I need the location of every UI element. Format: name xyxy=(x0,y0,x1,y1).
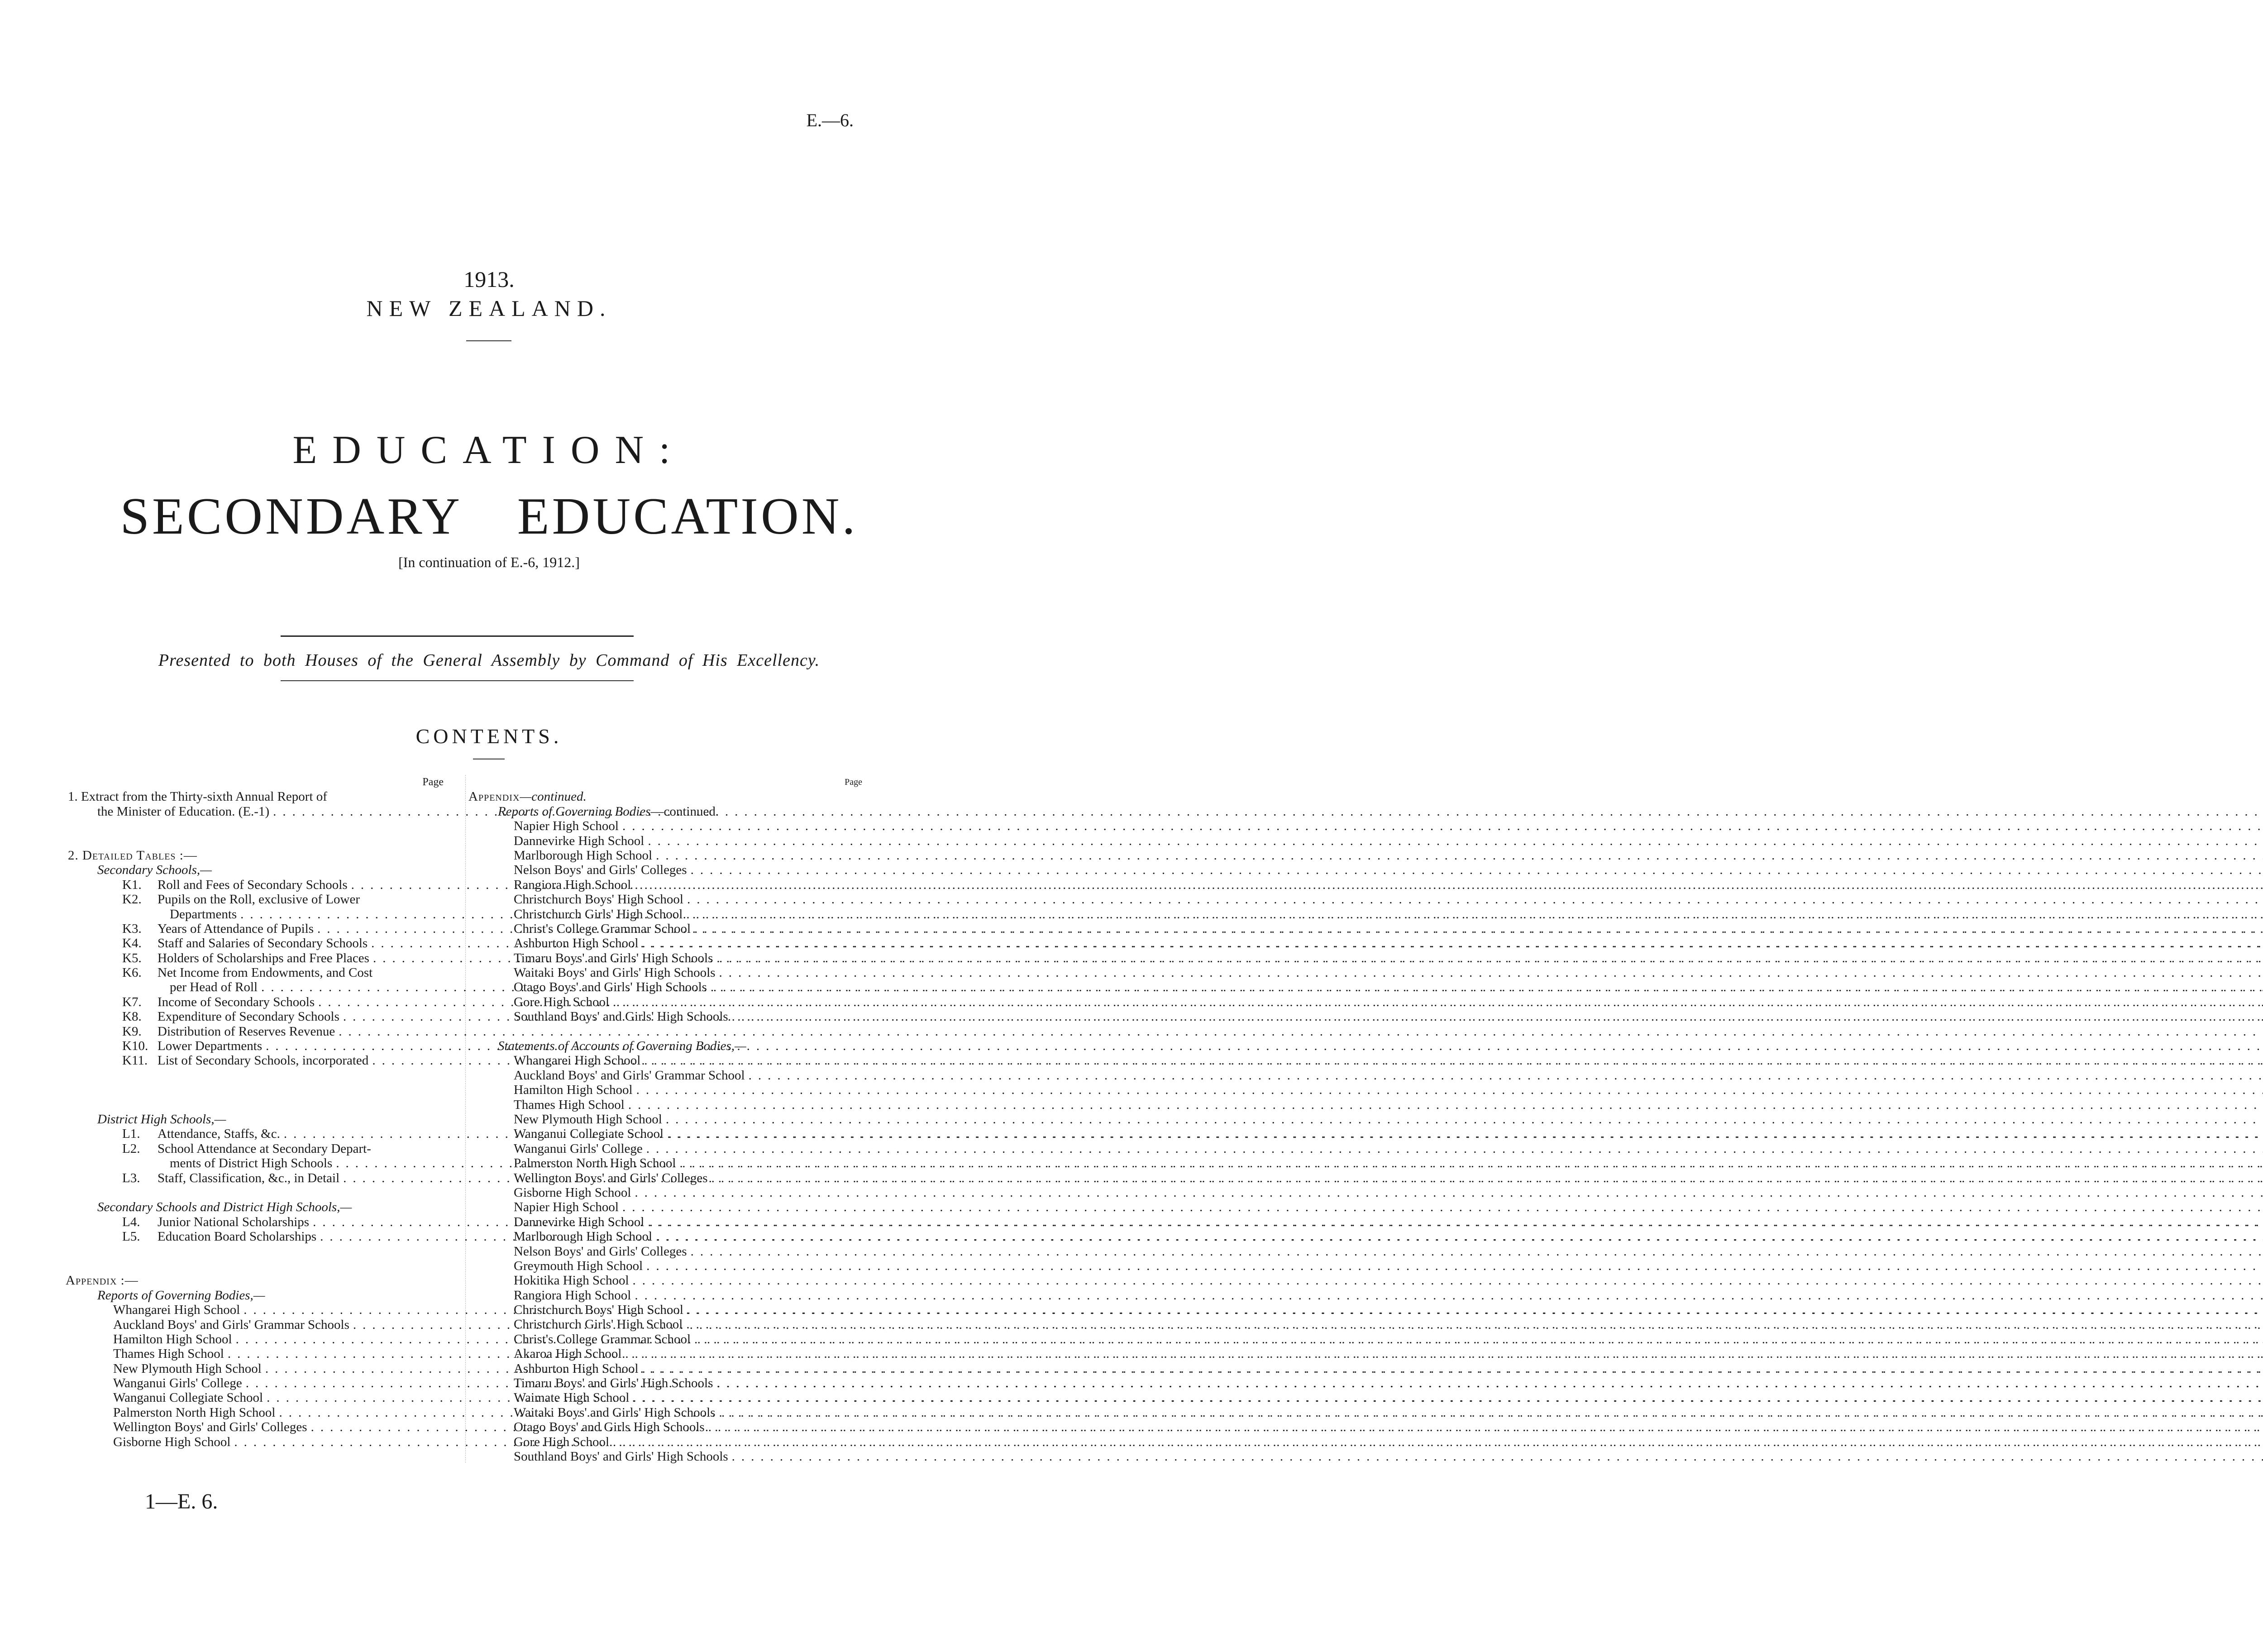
contents-entry xyxy=(68,1361,444,1376)
contents-entry xyxy=(468,1317,862,1332)
contents-entry xyxy=(468,1303,862,1317)
contents-entry xyxy=(468,1259,862,1273)
contents-entry xyxy=(68,1390,444,1405)
contents-entry xyxy=(68,1303,444,1317)
contents-entry xyxy=(68,1039,444,1053)
contents-entry xyxy=(68,936,444,950)
contents-entry xyxy=(468,1346,862,1361)
contents-entry xyxy=(468,1185,862,1200)
contents-entry xyxy=(468,892,862,907)
entry-title: Christ's College Grammar School xyxy=(514,1332,691,1346)
contents-entry xyxy=(468,1127,862,1141)
entry-title: Timaru Boys' and Girls' High Schools xyxy=(514,1376,713,1391)
contents-entry xyxy=(68,907,444,921)
entry-title: Ashburton High School xyxy=(514,936,639,951)
entry-title: Hamilton High School xyxy=(514,1083,633,1098)
entry-title: Staff, Classification, &c., in Detail xyxy=(158,1170,340,1185)
entry-title: Roll and Fees of Secondary Schools xyxy=(158,877,348,892)
entry-title: Years of Attendance of Pupils xyxy=(158,921,314,936)
entry-title: Waimate High School xyxy=(514,1390,630,1405)
contents-entry xyxy=(68,1053,444,1068)
entry-title: Christchurch Boys' High School xyxy=(514,892,683,907)
entry-title: Gore High School xyxy=(514,1434,610,1449)
contents-entry xyxy=(68,995,444,1009)
entry-title: Napier High School xyxy=(514,1200,619,1215)
contents-entry xyxy=(468,863,862,877)
entry-title: Otago Boys' and Girls High Schools xyxy=(514,1420,705,1435)
entry-title: Hamilton High School xyxy=(113,1332,232,1346)
contents-entry xyxy=(468,1083,862,1097)
entry-title: Pupils on the Roll, exclusive of Lower xyxy=(158,892,360,907)
contents-entry xyxy=(68,1127,444,1141)
contents-entry xyxy=(468,1420,862,1434)
entry-title: per Head of Roll xyxy=(170,980,258,995)
entry-title: Southland Boys' and Girls' High Schools xyxy=(514,1449,728,1464)
entry-title: Rangiora High School xyxy=(514,1288,631,1303)
entry-title: Timaru Boys' and Girls' High Schools xyxy=(514,950,713,965)
contents-entry xyxy=(468,878,862,892)
rule-below-presented xyxy=(281,680,634,681)
entry-title: Dannevirke High School xyxy=(514,1214,645,1229)
entry-title: Christchurch Girls' High School xyxy=(514,907,683,921)
entry-title: Otago Boys' and Girls' High Schools xyxy=(514,980,707,995)
title-secondary-education: SECONDARY EDUCATION. xyxy=(120,487,858,545)
report-year: 1913. xyxy=(463,267,515,292)
table-code: K4. xyxy=(122,936,142,951)
contents-left-column xyxy=(68,775,444,1449)
contents-entry xyxy=(468,1112,862,1127)
contents-entry xyxy=(468,1141,862,1156)
contents-entry xyxy=(468,819,862,833)
contents-entry xyxy=(468,1288,862,1303)
contents-entry xyxy=(468,1229,862,1244)
entry-title: List of Secondary Schools, incorporated xyxy=(158,1053,369,1068)
entry-title: Gore High School xyxy=(514,994,610,1009)
section-heading-detailed-tables: 2. Detailed Tables :— xyxy=(68,848,197,863)
entry-title: Attendance, Staffs, &c. xyxy=(158,1127,280,1141)
table-code: L1. xyxy=(122,1127,140,1141)
contents-entry xyxy=(468,834,862,848)
table-code: L4. xyxy=(122,1214,140,1229)
contents-entry xyxy=(468,1215,862,1229)
subsection-heading: Reports of Governing Bodies,— xyxy=(97,1288,265,1303)
section-heading-appendix: Appendix :— xyxy=(66,1273,138,1288)
entry-title: Gisborne High School xyxy=(113,1434,231,1449)
entry-title: Education Board Scholarships xyxy=(158,1229,317,1244)
contents-entry xyxy=(68,1405,444,1420)
entry-title: Ashburton High School xyxy=(514,1361,639,1376)
entry-title: Wanganui Collegiate School xyxy=(113,1390,263,1405)
contents-entry xyxy=(468,1435,862,1449)
table-code: L3. xyxy=(122,1170,140,1185)
page-column-label: Page xyxy=(422,776,444,788)
contents-entry xyxy=(468,1171,862,1185)
subsection-heading: Statements of Accounts of Governing Bodies,— xyxy=(498,1039,746,1054)
table-code: L5. xyxy=(122,1229,140,1244)
entry-title: Southland Boys' and Girls' High Schools xyxy=(514,1009,728,1024)
section-heading-appendix-continued: Appendix—continued. xyxy=(468,789,587,804)
entry-title: Thames High School xyxy=(113,1346,224,1361)
entry-title: Napier High School xyxy=(514,819,619,834)
presented-statement: Presented to both Houses of the General Assembly by Command of His Excellency. xyxy=(158,651,820,670)
entry-title: Nelson Boys' and Girls' Colleges xyxy=(514,863,687,878)
contents-entry xyxy=(68,921,444,936)
table-code: K9. xyxy=(122,1024,142,1039)
contents-entry xyxy=(468,995,862,1009)
table-code: K6. xyxy=(122,965,142,980)
contents-entry xyxy=(468,1405,862,1420)
contents-entry xyxy=(68,878,444,892)
table-code: L2. xyxy=(122,1141,140,1156)
entry-title: Christ's College Grammar School xyxy=(514,921,691,936)
entry-title: Palmerston North High School xyxy=(514,1156,676,1171)
entry-title: New Plymouth High School xyxy=(514,1112,662,1127)
contents-entry xyxy=(68,965,444,980)
contents-entry xyxy=(68,1009,444,1024)
contents-entry xyxy=(468,1449,862,1464)
entry-title: Lower Departments xyxy=(158,1039,263,1054)
contents-entry xyxy=(468,1200,862,1214)
entry-title: Holders of Scholarships and Free Places xyxy=(158,950,369,965)
entry-title: Dannevirke High School xyxy=(514,833,645,848)
entry-title: Departments xyxy=(170,907,237,921)
contents-entry xyxy=(68,1346,444,1361)
entry-page-number xyxy=(417,965,444,980)
entry-title: Wellington Boys' and Girls' Colleges xyxy=(514,1170,708,1185)
contents-entry xyxy=(468,1244,862,1259)
entry-title: School Attendance at Secondary Depart- xyxy=(158,1141,371,1156)
contents-entry xyxy=(68,951,444,965)
table-code: K1. xyxy=(122,877,142,892)
subsection-heading: Secondary Schools,— xyxy=(97,863,212,878)
subsection-heading: Reports of Governing Bodies—continued. xyxy=(498,804,719,819)
entry-title: Auckland Boys' and Girls' Grammar School xyxy=(514,1068,745,1083)
entry-title: Whangarei High School xyxy=(514,1053,641,1068)
contents-entry xyxy=(68,1156,444,1170)
title-education: EDUCATION: xyxy=(292,428,686,472)
entry-title: Distribution of Reserves Revenue xyxy=(158,1024,335,1039)
continuation-note: [In continuation of E.-6, 1912.] xyxy=(398,554,580,570)
entry-title: Staff and Salaries of Secondary Schools xyxy=(158,936,368,951)
table-code: K2. xyxy=(122,892,142,907)
entry-title: Greymouth High School xyxy=(514,1258,643,1273)
entry-title: Net Income from Endowments, and Cost xyxy=(158,965,373,980)
table-code: K8. xyxy=(122,1009,142,1024)
contents-entry xyxy=(468,1098,862,1112)
entry-title: Wanganui Girls' College xyxy=(113,1376,242,1391)
contents-entry xyxy=(468,965,862,980)
contents-entry xyxy=(468,951,862,965)
entry-title: Wanganui Collegiate School xyxy=(514,1127,664,1141)
contents-entry xyxy=(468,848,862,863)
contents-entry xyxy=(68,1024,444,1039)
entry-title: Junior National Scholarships xyxy=(158,1214,310,1229)
table-code: K7. xyxy=(122,994,142,1009)
table-code: K11. xyxy=(122,1053,148,1068)
contents-entry xyxy=(468,1332,862,1346)
entry-title: Akaroa High School xyxy=(514,1346,622,1361)
footer-signature: 1—E. 6. xyxy=(145,1490,218,1514)
contents-entry xyxy=(68,1420,444,1434)
table-code: K5. xyxy=(122,950,142,965)
entry-title: Wellington Boys' and Girls' Colleges xyxy=(113,1420,307,1435)
contents-entry xyxy=(468,1009,862,1024)
contents-entry xyxy=(68,892,444,907)
entry-title: Income of Secondary Schools xyxy=(158,994,315,1009)
entry-title: Nelson Boys' and Girls' Colleges xyxy=(514,1244,687,1259)
contents-right-column xyxy=(468,775,862,1464)
entry-title: Gisborne High School xyxy=(514,1185,631,1200)
contents-entry: the Minister of Education. (E.-1) ..... xyxy=(68,804,444,819)
contents-entry xyxy=(468,1390,862,1405)
entry-title: New Plymouth High School xyxy=(113,1361,262,1376)
entry-title: Hokitika High School xyxy=(514,1273,629,1288)
page-reference: E.—6. xyxy=(806,110,854,130)
contents-entry xyxy=(468,1361,862,1376)
contents-entry xyxy=(468,936,862,950)
contents-entry xyxy=(68,1376,444,1390)
entry-title: Waitaki Boys' and Girls' High Schools xyxy=(514,1405,716,1420)
contents-entry xyxy=(68,1332,444,1346)
contents-entry xyxy=(468,1156,862,1170)
contents-entry xyxy=(468,907,862,921)
short-rule xyxy=(466,340,511,341)
contents-entry xyxy=(68,1141,444,1156)
entry-title: Whangarei High School xyxy=(113,1303,240,1318)
page-column-label: Page xyxy=(845,777,862,787)
contents-entry xyxy=(68,1318,444,1332)
entry-title: Christchurch Girls' High School xyxy=(514,1317,683,1332)
table-code: K10. xyxy=(122,1039,148,1054)
contents-entry xyxy=(68,1229,444,1244)
subsection-heading: District High Schools,— xyxy=(97,1112,226,1127)
contents-entry xyxy=(468,980,862,994)
contents-entry xyxy=(468,921,862,936)
entry-title: Rangiora High School xyxy=(514,877,631,892)
entry-title: Wanganui Girls' College xyxy=(514,1141,643,1156)
contents-entry xyxy=(68,980,444,994)
contents-entry xyxy=(468,1053,862,1068)
entry-title: Christchurch Boys' High School xyxy=(514,1303,683,1318)
entry-page-number xyxy=(417,892,444,907)
rule-above-presented xyxy=(281,635,634,637)
entry-page-number xyxy=(417,1141,444,1156)
entry-title: Palmerston North High School xyxy=(113,1405,276,1420)
contents-entry xyxy=(468,1273,862,1288)
contents-entry xyxy=(68,1171,444,1185)
contents-entry xyxy=(468,1068,862,1083)
entry-title: Marlborough High School xyxy=(514,848,653,863)
country-name: NEW ZEALAND. xyxy=(366,296,612,321)
entry-title: Thames High School xyxy=(514,1097,625,1112)
subsection-heading: Secondary Schools and District High Schools,— xyxy=(97,1200,352,1215)
contents-entry xyxy=(68,1215,444,1229)
table-code: K3. xyxy=(122,921,142,936)
entry-title: Expenditure of Secondary Schools xyxy=(158,1009,339,1024)
entry-title: Waitaki Boys' and Girls' High Schools xyxy=(514,965,716,980)
contents-heading: CONTENTS. xyxy=(415,725,563,748)
entry-title: ments of District High Schools xyxy=(170,1156,333,1171)
entry-title: Marlborough High School xyxy=(514,1229,653,1244)
contents-entry xyxy=(468,1376,862,1390)
entry-title: Auckland Boys' and Girls' Grammar Schools xyxy=(113,1317,349,1332)
contents-entry xyxy=(68,1435,444,1449)
contents-entry: 1. Extract from the Thirty-sixth Annual Report of xyxy=(68,789,327,804)
